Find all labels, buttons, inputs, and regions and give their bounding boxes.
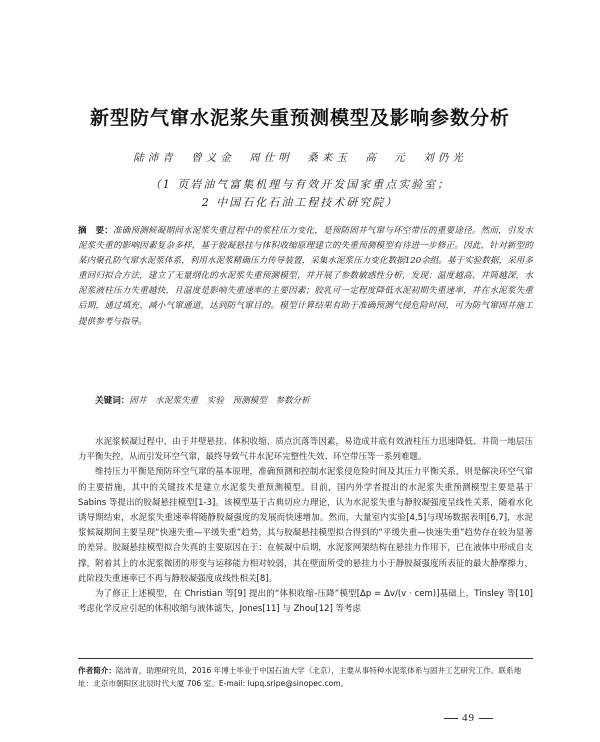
keywords-text: 固井 水泥浆失重 实验 预测模型 参数分析 <box>129 396 310 406</box>
body-paragraph: 为了修正上述模型，在 Christian 等[9] 提出的“体积收缩-压降”模型[Δp = Δv/(v · cem)]基础上，Tinsley 等[10] 考虑化学反应引起的体积收缩与液体滤失，Jones[11] 与 Zhou[12] 等考虑 <box>78 589 533 615</box>
footnote-label: 作者简介： <box>78 666 116 675</box>
affiliation-line-1: （1 页岩油气富集机理与有效开发国家重点实验室； <box>149 178 451 191</box>
affiliation-line-2: 2 中国石化石油工程技术研究院） <box>201 196 399 209</box>
page-dash-right <box>479 718 493 719</box>
body-paragraph: 水泥浆候凝过程中，由于井壁悬挂、体积收缩、质点沉落等因素，易造成井底有效液柱压力迅速降低、井筒一地层压力平衡失控，从而引发环空气窜，最终导致气井水泥环完整性失效、环空带压等一系列难题。 <box>78 437 533 463</box>
page-dash-left <box>444 718 458 719</box>
author-list: 陆沛青 曾义金 周仕明 桑来玉 高 元 刘仍光 <box>133 152 467 164</box>
footnote-text: 陆沛青，助理研究员，2016 年博士毕业于中国石油大学（北京），主要从事特种水泥浆体系与固井工艺研究工作。联系地址：北京市朝阳区北辰时代大厦 706 室。E-mail: lupq.sripe@sinopec.com。 <box>78 666 522 688</box>
abstract-text: 准确预测候凝期间水泥浆失重过程中的浆柱压力变化，是预防固井气窜与环空带压的重要途径。然而，引发水泥浆失重的影响因素复杂多样，基于胶凝悬挂与体积收缩原理建立的失重预测模型有待进一步修正。因此，针对新型的某内聚孔防气窜水泥浆体系，利用水泥浆精确压力传导装置，采集水泥浆压力变化数据120余组。基于实验数据，采用多重回归拟合方法，建立了无量纲化的水泥浆失重预测模型，并开展了参数敏感性分析，发现：温度越高、井筒越深，水泥浆液柱压力失重越快，且温度是影响失重速率的主要因素；胶乳可一定程度降低水泥初期失重速率，并在水泥浆失重后期，通过填充、减小气窜通道，达到防气窜目的。模型计算结果有助于准确预测气侵危险时间，可为防气窜固井施工提供参考与指导。 <box>78 226 533 327</box>
page-number-value: 49 <box>462 712 475 724</box>
keywords-label: 关键词： <box>95 396 130 406</box>
page-number <box>440 712 497 724</box>
author-footnote <box>78 664 533 690</box>
abstract <box>78 224 533 330</box>
keywords <box>95 394 310 406</box>
body-paragraph: 维持压力平衡是预防环空气窜的基本原理，准确预测和控制水泥浆侵危险时间及其压力平衡关系，则是解决环空气窜的主要措施，其中的关键技术是建立水泥浆失重预测模型。目前，国内外学者提出的水泥浆失重预测模型主要是基于 Sabins 等提出的胶凝悬挂模型[1-3]。该模型基于古典切应力理论，认为水泥浆失重与静胶凝强度呈线性关系，随着水化诱导期结束，水泥浆失重速率将随静胶凝强度的发展而快速增加。然而，大量室内实验[4,5]与现场数据表明[6,7]，水泥浆候凝期间主要呈现“快速失重—平缓失重”趋势，其与胶凝悬挂模型拟合得到的“平缓失重—快速失重”趋势存在较为显著的差异。胶凝悬挂模型拟合失真的主要原因在于：在候凝中后期，水泥浆网架结构在悬挂力作用下，已在液体中形成自支撑，附着其上的水泥浆微团的形变与运移能力相对较弱，其在壁面所受的悬挂力小于静胶凝强度所表征的最大静摩擦力，此阶段失重速率已不再与静胶凝强度成线性相关[8]。 <box>78 467 533 584</box>
body-text <box>78 435 533 617</box>
paper-title: 新型防气窜水泥浆失重预测模型及影响参数分析 <box>89 107 510 129</box>
footnote-divider <box>78 658 533 659</box>
abstract-label: 摘 要： <box>78 226 114 236</box>
